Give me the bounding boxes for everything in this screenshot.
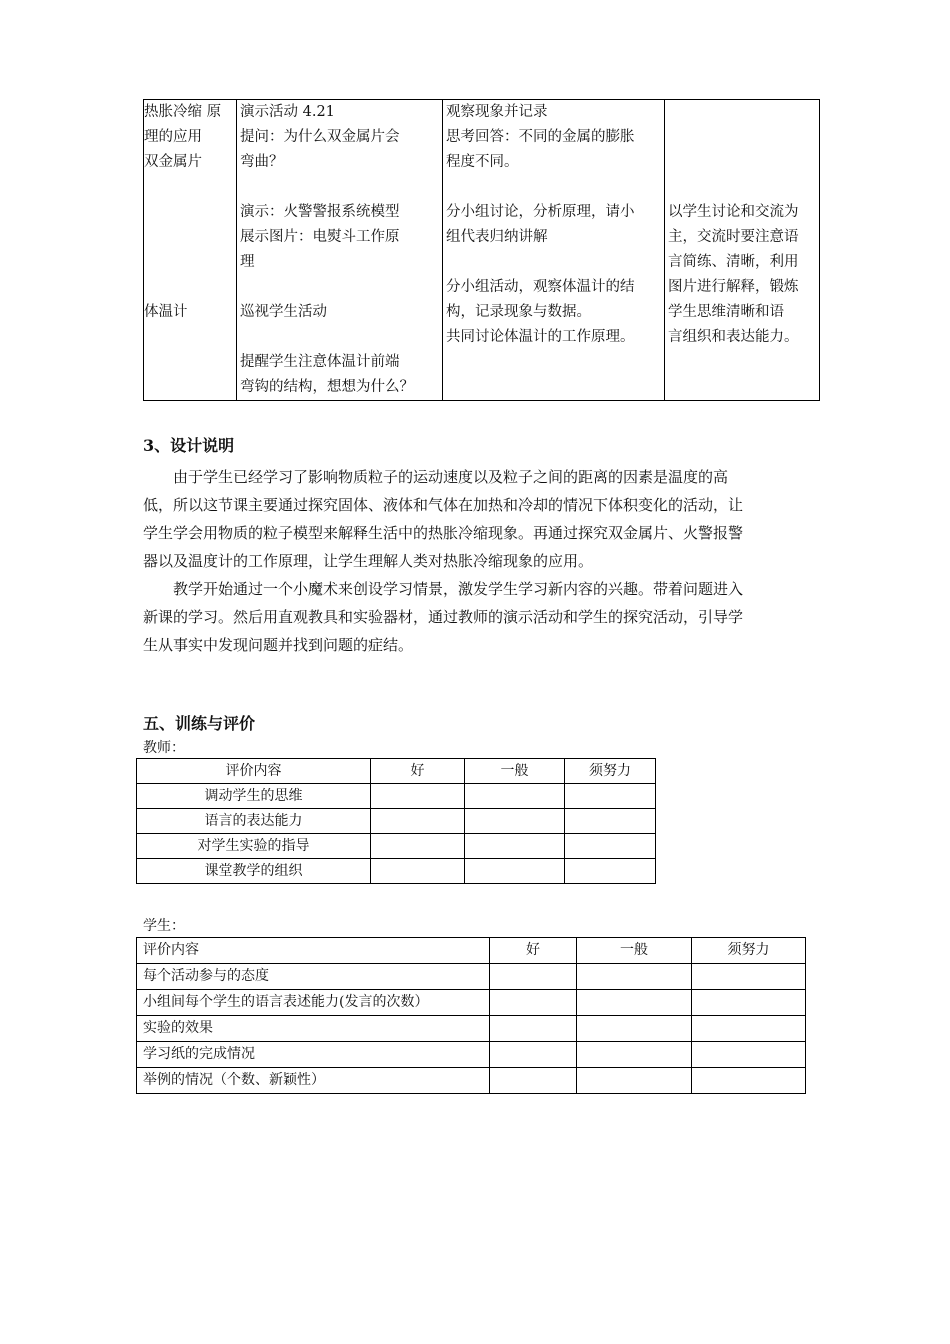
cell-line: 提问：为什么双金属片会 xyxy=(240,129,400,145)
header-cell: 一般 xyxy=(465,759,565,784)
cell-line: 观察现象并记录 xyxy=(446,104,548,120)
row-label: 每个活动参与的态度 xyxy=(137,964,490,990)
row-label: 举例的情况（个数、新颖性） xyxy=(137,1068,490,1094)
cell-line: 体温计 xyxy=(144,304,188,320)
student-activity-column xyxy=(443,100,665,401)
row-label: 实验的效果 xyxy=(137,1016,490,1042)
cell-line: 分小组讨论，分析原理，请小 xyxy=(446,204,635,220)
cell-line: 弯钩的结构，想想为什么？ xyxy=(240,379,414,395)
table-header-row xyxy=(137,759,656,784)
table-row xyxy=(137,964,806,990)
student-label: 学生： xyxy=(143,918,185,934)
header-cell: 评价内容 xyxy=(137,938,490,964)
cell-line: 构，记录现象与数据。 xyxy=(446,304,591,320)
activity-table xyxy=(143,99,820,401)
header-cell: 须努力 xyxy=(692,938,806,964)
paragraph-line: 由于学生已经学习了影响物质粒子的运动速度以及粒子之间的距离的因素是温度的高 xyxy=(143,468,729,486)
row-label: 小组间每个学生的语言表述能力(发言的次数） xyxy=(137,990,490,1016)
paragraph-line: 教学开始通过一个小魔术来创设学习情景，激发学生学习新内容的兴趣。带着问题进入 xyxy=(143,580,744,598)
row-label: 调动学生的思维 xyxy=(137,784,371,809)
cell-line: 双金属片 xyxy=(144,154,202,170)
cell-line: 主，交流时要注意语 xyxy=(668,229,799,245)
table-row xyxy=(137,1016,806,1042)
header-cell: 评价内容 xyxy=(137,759,371,784)
cell-line: 理 xyxy=(240,254,255,270)
cell-line: 理的应用 xyxy=(144,129,202,145)
table-row xyxy=(137,990,806,1016)
table-row xyxy=(137,784,656,809)
table-row xyxy=(137,1042,806,1068)
table-header-row xyxy=(137,938,806,964)
paragraph-line: 学生学会用物质的粒子模型来解释生活中的热胀冷缩现象。再通过探究双金属片、火警报警 xyxy=(143,524,744,542)
table-row xyxy=(137,809,656,834)
design-paragraph xyxy=(143,463,808,659)
cell-line: 热胀冷缩 原 xyxy=(144,104,222,120)
cell-line: 弯曲？ xyxy=(240,154,284,170)
header-cell: 一般 xyxy=(577,938,692,964)
header-cell: 须努力 xyxy=(565,759,656,784)
teacher-evaluation-table xyxy=(136,758,656,884)
cell-line: 巡视学生活动 xyxy=(240,304,327,320)
table-row xyxy=(137,1068,806,1094)
cell-line: 以学生讨论和交流为 xyxy=(668,204,799,220)
paragraph-line: 器以及温度计的工作原理，让学生理解人类对热胀冷缩现象的应用。 xyxy=(143,552,594,570)
content-column xyxy=(144,100,237,401)
cell-line: 演示：火警警报系统模型 xyxy=(240,204,400,220)
paragraph-line: 新课的学习。然后用直观教具和实验器材，通过教师的演示活动和学生的探究活动，引导学 xyxy=(143,608,744,626)
row-label: 学习纸的完成情况 xyxy=(137,1042,490,1068)
cell-line: 程度不同。 xyxy=(446,154,519,170)
cell-line: 分小组活动，观察体温计的结 xyxy=(446,279,635,295)
cell-line: 展示图片：电熨斗工作原 xyxy=(240,229,400,245)
cell-line: 提醒学生注意体温计前端 xyxy=(240,354,400,370)
row-label: 对学生实验的指导 xyxy=(137,834,371,859)
cell-line: 学生思维清晰和语 xyxy=(668,304,784,320)
table-row xyxy=(137,859,656,884)
cell-line: 言简练、清晰，利用 xyxy=(668,254,799,270)
row-label: 课堂教学的组织 xyxy=(137,859,371,884)
table-row xyxy=(137,834,656,859)
row-label: 语言的表达能力 xyxy=(137,809,371,834)
cell-line: 思考回答：不同的金属的膨胀 xyxy=(446,129,635,145)
teacher-activity-column xyxy=(237,100,443,401)
cell-line: 言组织和表达能力。 xyxy=(668,329,799,345)
teacher-label: 教师： xyxy=(143,740,185,756)
header-cell: 好 xyxy=(490,938,577,964)
cell-line: 图片进行解释，锻炼 xyxy=(668,279,799,295)
student-evaluation-table xyxy=(136,937,806,1094)
cell-line: 演示活动 4.21 xyxy=(240,104,335,120)
header-cell: 好 xyxy=(371,759,465,784)
design-heading: 3、设计说明 xyxy=(143,436,235,455)
cell-line: 组代表归纳讲解 xyxy=(446,229,548,245)
paragraph-line: 生从事实中发现问题并找到问题的症结。 xyxy=(143,636,414,654)
design-intent-column xyxy=(665,100,820,401)
cell-line: 共同讨论体温计的工作原理。 xyxy=(446,329,635,345)
evaluation-heading: 五、训练与评价 xyxy=(143,714,256,733)
paragraph-line: 低，所以这节课主要通过探究固体、液体和气体在加热和冷却的情况下体积变化的活动，让 xyxy=(143,496,744,514)
